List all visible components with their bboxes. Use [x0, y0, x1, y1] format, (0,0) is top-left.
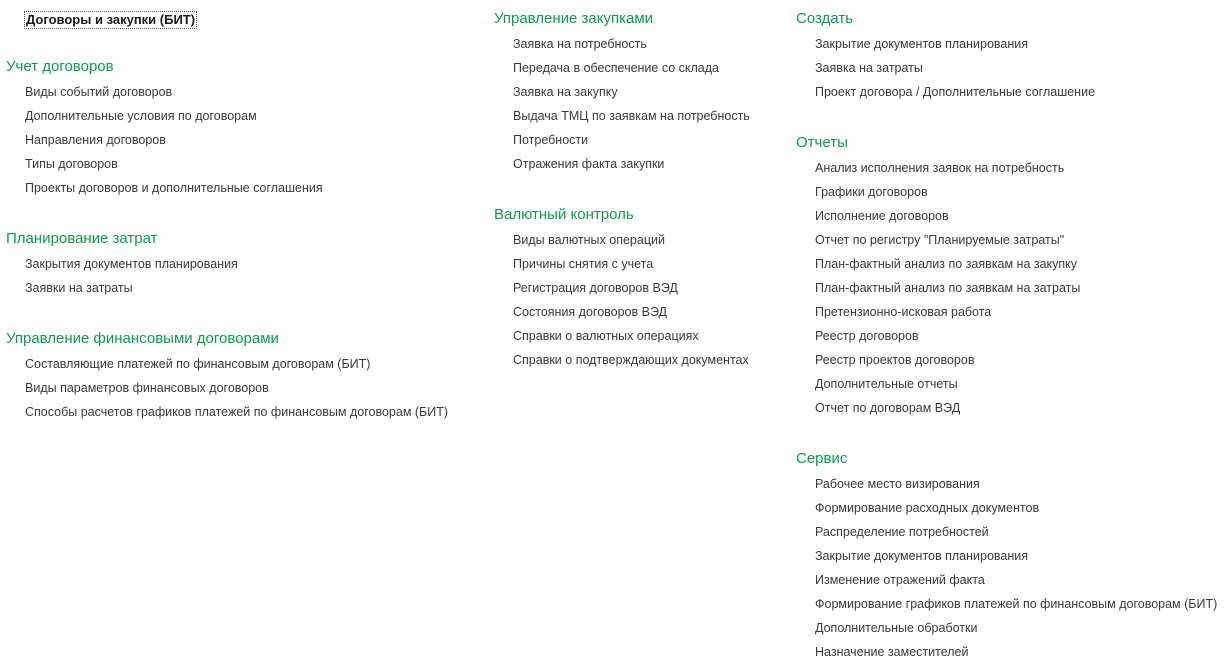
list-item[interactable]: Регистрация договоров ВЭД — [513, 281, 678, 295]
column-middle — [494, 0, 786, 671]
list-item[interactable]: Реестр проектов договоров — [815, 353, 975, 367]
list-item[interactable]: Передача в обеспечение со склада — [513, 61, 720, 75]
item-list — [796, 156, 1080, 420]
item-list — [494, 32, 750, 176]
list-item[interactable]: Отражения факта закупки — [513, 157, 665, 171]
list-item[interactable]: Закрытие документов планирования — [815, 37, 1029, 51]
item-list — [494, 228, 749, 372]
list-item[interactable]: Дополнительные обработки — [815, 621, 978, 635]
list-item[interactable]: Заявка на закупку — [513, 85, 618, 99]
item-list — [796, 472, 1217, 664]
list-item[interactable]: Потребности — [513, 133, 589, 147]
list-item[interactable]: Заявки на затраты — [25, 281, 133, 295]
list-item[interactable]: Состояния договоров ВЭД — [513, 305, 667, 319]
list-item[interactable]: Дополнительные отчеты — [815, 377, 958, 391]
list-item[interactable]: Типы договоров — [25, 157, 118, 171]
list-item[interactable]: Направления договоров — [25, 133, 166, 147]
list-item[interactable]: Заявка на затраты — [815, 61, 923, 75]
section-title: Планирование затрат — [6, 230, 158, 247]
item-list — [6, 80, 323, 200]
list-item[interactable]: Отчет по регистру "Планируемые затраты" — [815, 233, 1065, 247]
list-item[interactable]: Виды валютных операций — [513, 233, 665, 247]
section-title: Управление закупками — [494, 10, 654, 27]
section-title: Управление финансовыми договорами — [6, 330, 279, 347]
section-currency-control — [494, 206, 749, 372]
list-item[interactable]: Составляющие платежей по финансовым договорам (БИТ) — [25, 357, 371, 371]
list-item[interactable]: Изменение отражений факта — [815, 573, 985, 587]
list-item[interactable]: Виды событий договоров — [25, 85, 173, 99]
list-item[interactable]: Виды параметров финансовых договоров — [25, 381, 269, 395]
list-item[interactable]: Причины снятия с учета — [513, 257, 654, 271]
section-title: Сервис — [796, 450, 848, 467]
list-item[interactable]: Способы расчетов графиков платежей по финансовым договорам (БИТ) — [25, 405, 449, 419]
list-item[interactable]: Рабочее место визирования — [815, 477, 980, 491]
section-contracts-accounting — [6, 58, 323, 200]
list-item[interactable]: Выдача ТМЦ по заявкам на потребность — [513, 109, 750, 123]
list-item[interactable]: Реестр договоров — [815, 329, 919, 343]
section-service — [796, 450, 1217, 664]
section-reports — [796, 134, 1080, 420]
column-right — [796, 0, 1226, 671]
list-item[interactable]: Распределение потребностей — [815, 525, 989, 539]
list-item[interactable]: Графики договоров — [815, 185, 928, 199]
list-item[interactable]: Заявка на потребность — [513, 37, 647, 51]
list-item[interactable]: Исполнение договоров — [815, 209, 949, 223]
list-item[interactable]: План-фактный анализ по заявкам на затраты — [815, 281, 1081, 295]
item-list — [6, 252, 238, 300]
list-item[interactable]: Анализ исполнения заявок на потребность — [815, 161, 1065, 175]
item-list — [796, 32, 1095, 104]
list-item[interactable]: Претензионно-исковая работа — [815, 305, 992, 319]
section-title: Валютный контроль — [494, 206, 634, 223]
list-item[interactable]: Формирование расходных документов — [815, 501, 1040, 515]
section-procurement — [494, 10, 750, 176]
list-item[interactable]: Отчет по договорам ВЭД — [815, 401, 961, 415]
list-item[interactable]: Закрытия документов планирования — [25, 257, 238, 271]
section-title: Создать — [796, 10, 854, 27]
top-link-contracts-procurement[interactable]: Договоры и закупки (БИТ) — [26, 12, 196, 27]
column-left — [6, 0, 484, 671]
list-item[interactable]: План-фактный анализ по заявкам на закупку — [815, 257, 1078, 271]
section-cost-planning — [6, 230, 238, 300]
list-item[interactable]: Проекты договоров и дополнительные соглашения — [25, 181, 323, 195]
list-item[interactable]: Дополнительные условия по договорам — [25, 109, 257, 123]
list-item[interactable]: Формирование графиков платежей по финансовым договорам (БИТ) — [815, 597, 1218, 611]
section-title: Учет договоров — [6, 58, 114, 75]
list-item[interactable]: Справки о валютных операциях — [513, 329, 699, 343]
section-title: Отчеты — [796, 134, 848, 151]
item-list — [6, 352, 448, 424]
section-create — [796, 10, 1095, 104]
list-item[interactable]: Проект договора / Дополнительные соглашение — [815, 85, 1096, 99]
list-item[interactable]: Закрытие документов планирования — [815, 549, 1029, 563]
list-item[interactable]: Назначение заместителей — [815, 645, 969, 659]
section-financial-contracts — [6, 330, 448, 424]
list-item[interactable]: Справки о подтверждающих документах — [513, 353, 749, 367]
